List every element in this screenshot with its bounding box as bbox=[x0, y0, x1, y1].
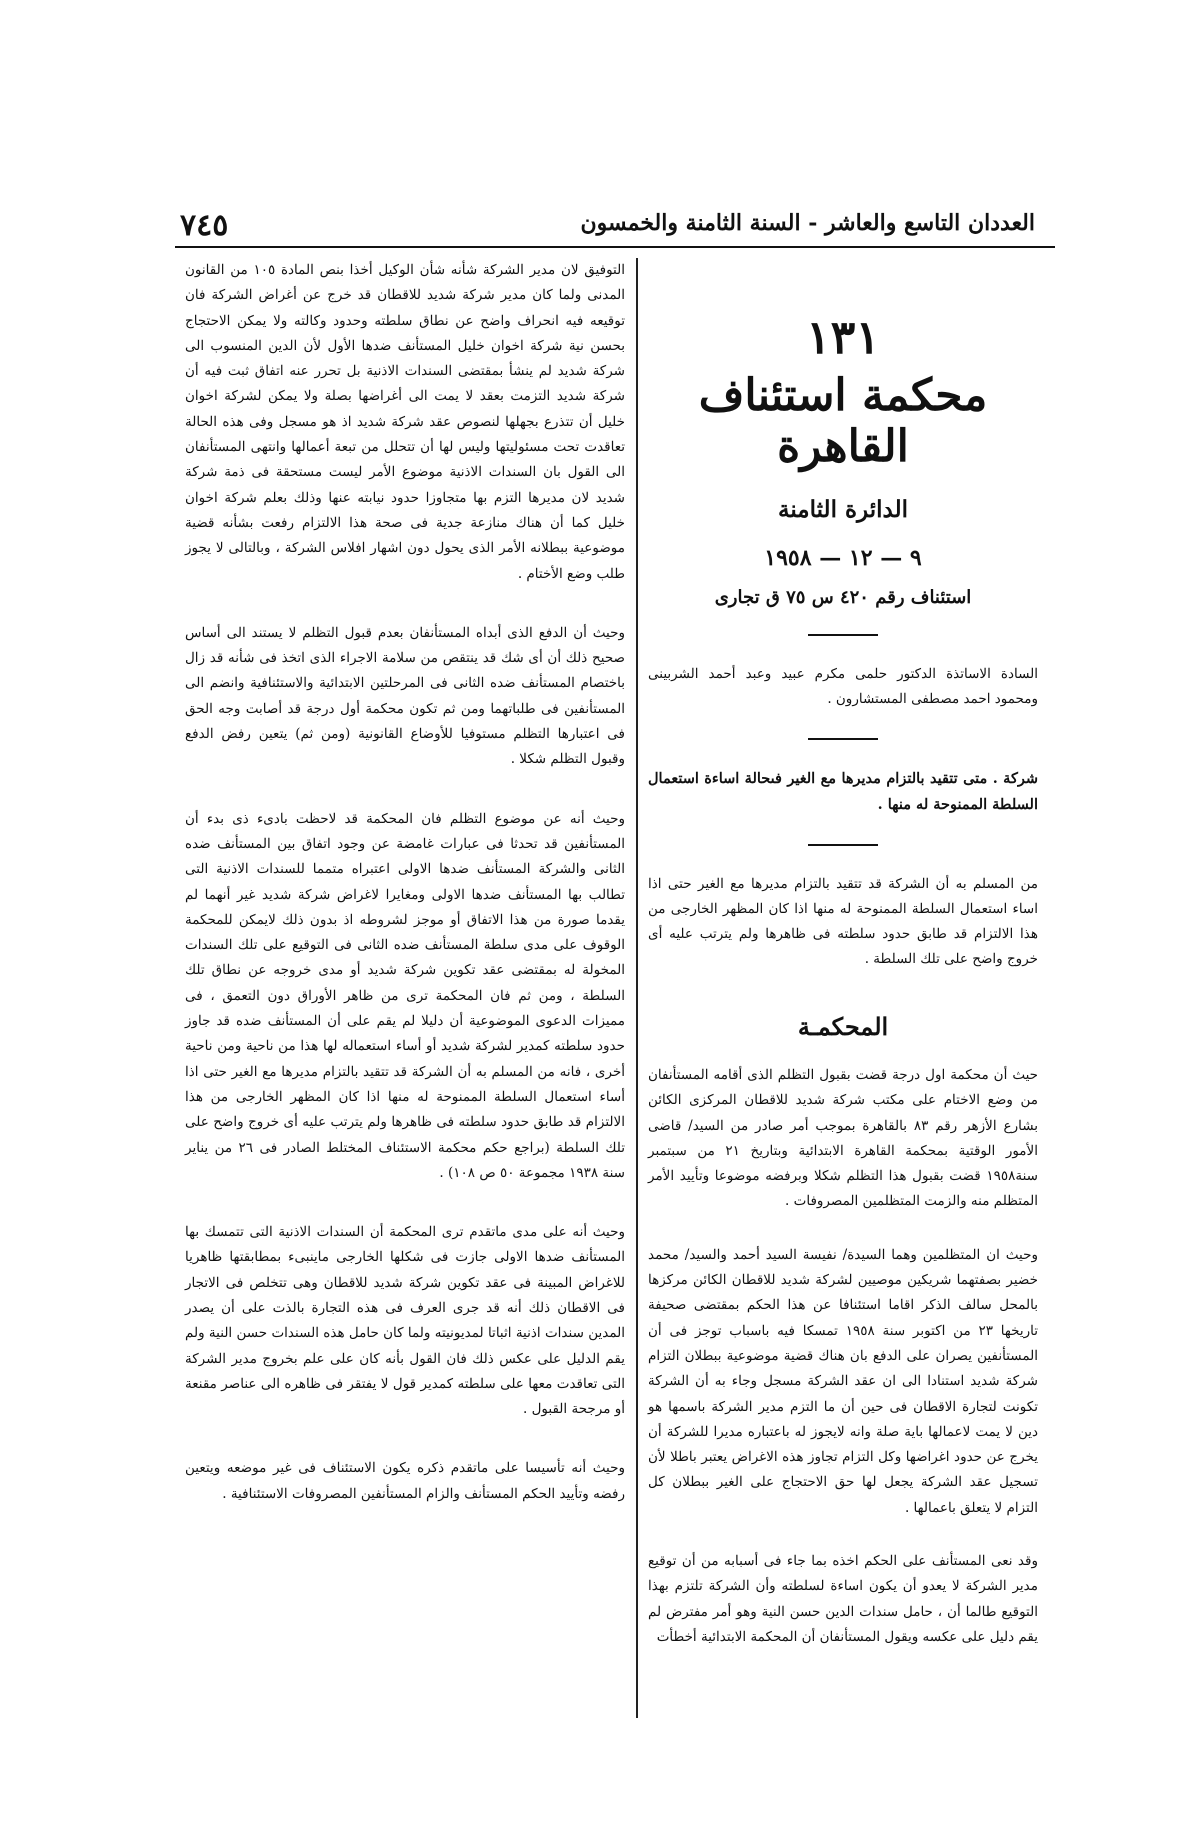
paragraph: وحيث أنه تأسيسا على ماتقدم ذكره يكون الاستئناف فى غير موضعه ويتعين رفضه وتأييد الحكم المستأنف والزام المستأنفين المصروفات الاستئنافية . bbox=[185, 1460, 625, 1502]
legal-principle: من المسلم به أن الشركة قد تتقيد بالتزام مديرها مع الغير حتى اذا اساء استعمال السلطة الممنوحة له منها اذا كان المظهر الخارجى من هذا الالتزام قد طابق حدود سلطته فى ظاهرها ولم يترتب عليه أى خروج واضح على تلك السلطة . bbox=[648, 876, 1038, 967]
paragraph: التوفيق لان مدير الشركة شأنه شأن الوكيل أخذا بنص المادة ١٠٥ من القانون المدنى ولما كان مدير شركة شديد للاقطان قد خرج عن أغراض الشركة فان توقيعه فيه انحراف واضح عن نطاق سلطته وحدود وكالته ولا يمكن الاحتجاج بحسن نية شركة اخوان خليل المستأنف ضدها الأول لأن الدين المنسوب الى شركة شديد لم ينشأ بمقتضى السندات الاذنية بل تحرر عنه اتفاق ثبت فيه أن شركة شديد التزمت بعقد لا يمت الى أغراضها بصلة ولا يمكن لشركة اخوان خليل أن تتذرع بجهلها لنصوص عقد شركة شديد اذ هو مسجل وفى هذه الحالة تعاقدت تحت مسئوليتها وليس لها أن تتحلل من تبعة أعمالها وانتهى المستأنفان الى القول بان السندات الاذنية موضوع الأمر ليست مستحقة فى ذمة شركة شديد لان مديرها التزم بها متجاوزا حدود نيابته عنها وذلك بعلم شركة اخوان خليل كما أن هناك منازعة جدية فى صحة هذا الالتزام رفعت بشأنه قضية موضوعية ببطلانه الأمر الذى يحول دون اشهار افلاس الشركة ، وبالتالى لا يجوز طلب وضع الأختام . bbox=[185, 262, 625, 582]
appeal-number: استئناف رقم ٤٢٠ س ٧٥ ق تجارى bbox=[714, 587, 972, 608]
court-name: محكمة استئناف القاهرة bbox=[698, 370, 988, 472]
paragraph: وحيث أن الدفع الذى أبداه المستأنفان بعدم قبول التظلم لا يستند الى أساس صحيح ذلك أن أى شك قد ينتقص من سلامة الاجراء الذى اتخذ فى شأنه قد زال باختصام المستأنف ضده الثانى فى المرحلتين الابتدائية والاستئنافية وانضم الى المستأنفين فى طلباتهما ومن ثم تكون محكمة أول درجة قد أصابت وجه الحق فى اعتبارها التظلم مستوفيا للأوضاع القانونية (ومن ثم) يتعين رفض الدفع وقبول التظلم شكلا . bbox=[185, 624, 625, 768]
left-column bbox=[185, 258, 625, 1507]
paragraph: وحيث أنه على مدى ماتقدم ترى المحكمة أن السندات الاذنية التى تتمسك بها المستأنف ضدها الاولى جازت فى شكلها الخارجى ماينبىء بمطابقتها ظاهريا للاغراض المبينة فى عقد تكوين شركة شديد للاقطان وهى تتخلص فى الاتجار فى الاقطان ذلك أنه قد جرى العرف فى هذه التجارة بالذت على أن يصدر المدين سندات اذنية اثباتا لمديونيته ولما كان حامل هذه السندات حسن النية ولم يقم الدليل على عكس ذلك فان القول بأنه كان على علم بخروج مدير الشركة التى تعاقدت معها على سلطته كمدير قول لا يفتقر فى ظاهره الى عناصر مقنعة أو مرجحة القبول . bbox=[185, 1224, 625, 1418]
judgment-date: ٩ — ١٢ — ١٩٥٨ bbox=[764, 545, 922, 571]
column-divider bbox=[636, 258, 638, 1718]
circuit-name: الدائرة الثامنة bbox=[778, 496, 908, 523]
paragraph: حيث أن محكمة اول درجة قضت بقبول التظلم الذى أقامه المستأنفان من وضع الاختام على مكتب شركة شديد للاقطان المركزى الكائن بشارع الأزهر رقم ٨٣ بالقاهرة بموجب أمر صادر من السيد/ قاضى الأمور الوقتية بمحكمة القاهرة الابتدائية وبتاريخ ٢١ من سبتمبر سنة١٩٥٨ قضت بقبول هذا التظلم شكلا وبرفضه موضوعا وتأييد الأمر المتظلم منه والزمت المتظلمين المصروفات . bbox=[648, 1067, 1038, 1210]
running-title: العددان التاسع والعاشر - السنة الثامنة والخمسون bbox=[580, 210, 1035, 236]
section-rule bbox=[808, 634, 878, 636]
right-column bbox=[648, 258, 1038, 1650]
page-header bbox=[175, 208, 1055, 248]
section-rule bbox=[808, 738, 878, 740]
judgment-heading: المحكمـة bbox=[797, 1012, 889, 1041]
paragraph: وحيث ان المتظلمين وهما السيدة/ نفيسة السيد أحمد والسيد/ محمد خضير بصفتهما شريكين موصيين لشركة شديد للاقطان الكائن مركزها بالمحل سالف الذكر اقاما استئنافا عن هذا الحكم بمقتضى صحيفة تاريخها ٢٣ من اكتوبر سنة ١٩٥٨ تمسكا فيه باسباب توجز فى أن المستأنفين يصران على الدفع بان هناك قضية موضوعية ببطلان التزام شركة شديد استنادا الى ان عقد الشركة مسجل وجاء به أن الشركة تكونت لتجارة الاقطان فى حين أن ما التزم مدير الشركة باسمها هو دين لا يمت لاعمالها باية صلة وانه لايجوز له باعتباره مديرا للشركة أن يخرج عن حدود اغراضها وكل التزام تجاوز هذه الاغراض يعتبر باطلا لأن تسجيل عقد الشركة يجعل لها حق الاحتجاج على الغير ببطلان كل التزام لا يتعلق باعمالها . bbox=[648, 1246, 1038, 1516]
section-rule bbox=[808, 844, 878, 846]
paragraph: وقد نعى المستأنف على الحكم اخذه بما جاء فى أسبابه من أن توقيع مدير الشركة لا يعدو أن يكون اساءة لسلطته وأن الشركة تلتزم بهذا التوقيع طالما أن ، حامل سندات الدين حسن النية وهو أمر مفترض لم يقم دليل على عكسه ويقول المستأنفان أن المحكمة الابتدائية أخطأت bbox=[648, 1553, 1038, 1645]
page-number: ٧٤٥ bbox=[180, 208, 229, 243]
paragraph: وحيث أنه عن موضوع التظلم فان المحكمة قد لاحظت بادىء ذى بدء أن المستأنفين قد تحدثا فى عبارات غامضة عن وجود اتفاق بين المستأنف ضده الثانى والشركة المستأنف ضدها الاولى اعتبراه متمما للسندات الاذنية التى تطالب بها المستأنف ضدها الاولى ومغايرا لاغراض شركة شديد غير أنهما لم يقدما صورة من هذا الاتفاق أو موجز لشروطه اذ بدون ذلك لايمكن للمحكمة الوقوف على مدى سلطة المستأنف ضده الثانى فى التوقيع على تلك السندات المخولة له بمقتضى عقد تكوين شركة شديد أو مدى خروجه عن نطاق تلك السلطة ، ومن ثم فان المحكمة ترى من ظاهر الأوراق دون التعمق ، فى مميزات الدعوى الموضوعية أن دليلا لم يقم على أن المستأنف ضده قد جاوز حدود سلطته كمدير لشركة شديد أو أساء استعماله لها هذا من ناحية ومن ناحية أخرى ، فانه من المسلم به أن الشركة قد تتقيد بالتزام مديرها مع الغير حتى اذا أساء استعمال السلطة الممنوحة له منها اذا كان المظهر الخارجى من هذا الالتزام قد طابق حدود سلطته فى ظاهرها ولم يترتب عليه أى خروج واضح على تلك السلطة (براجع حكم محكمة الاستئناف المختلط الصادر فى ٢٦ من يناير سنة ١٩٣٨ مجموعة ٥٠ ص ١٠٨) . bbox=[185, 810, 625, 1181]
judges-panel: السادة الاساتذة الدكتور حلمى مكرم عبيد وعبد أحمد الشربينى ومحمود احمد مصطفى المستشارون . bbox=[648, 666, 1038, 707]
case-number: ١٣١ bbox=[805, 310, 881, 364]
headnote: شركة . متى تتقيد بالتزام مديرها مع الغير فىحالة اساءة استعمال السلطة الممنوحة له منها . bbox=[648, 770, 1038, 813]
